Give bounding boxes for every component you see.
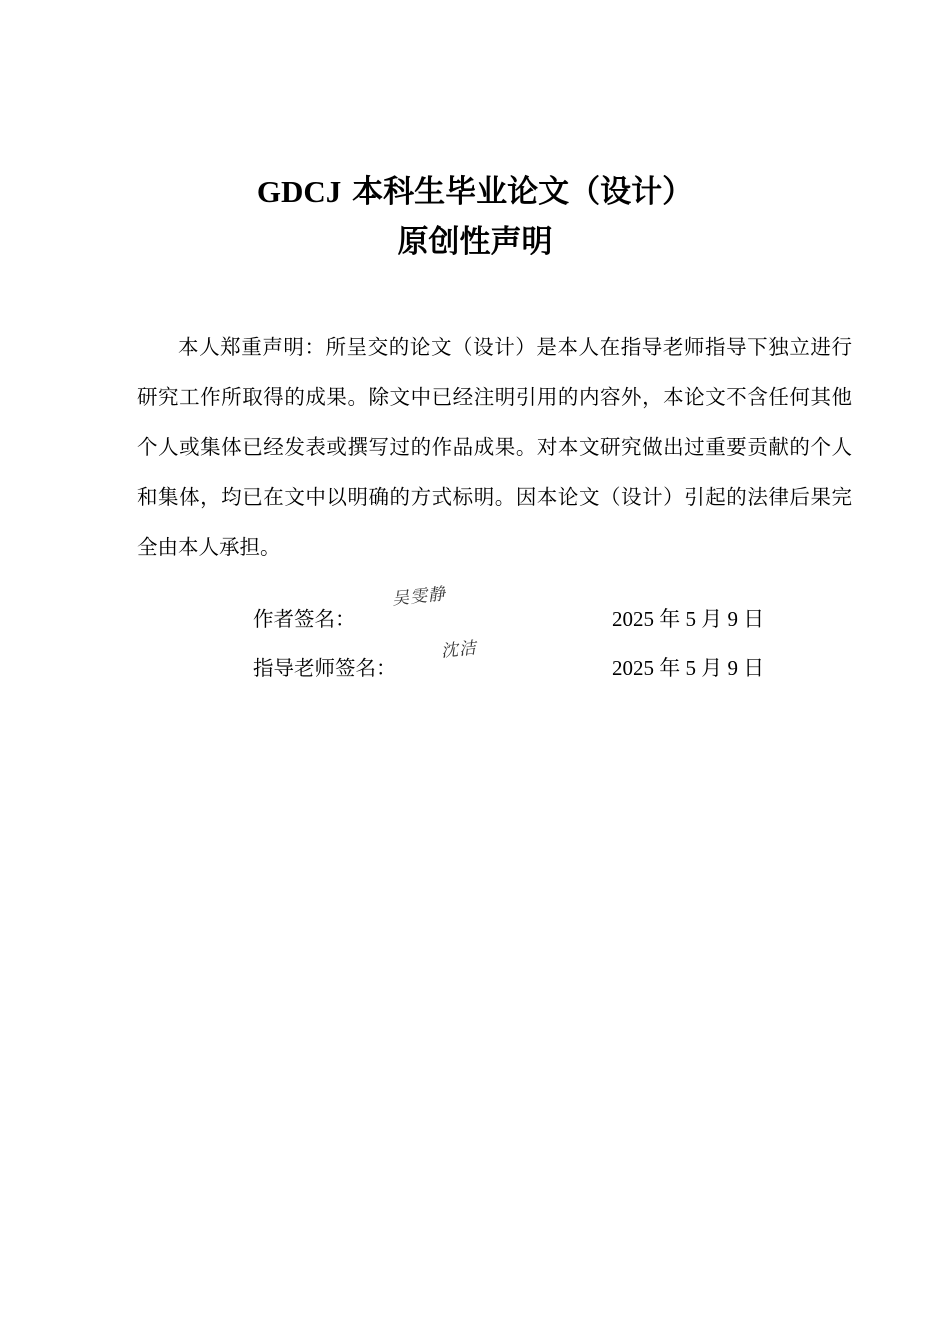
advisor-signature-date: 2025 年 5 月 9 日 bbox=[612, 656, 765, 680]
author-signature-label: 作者签名： bbox=[253, 607, 356, 631]
declaration-body: 本人郑重声明：所呈交的论文（设计）是本人在指导老师指导下独立进行研究工作所取得的成果。除文中已经注明引用的内容外，本论文不含任何其他个人或集体已经发表或撰写过的作品成果。对本文研究做出过重要贡献的个人和集体，均已在文中以明确的方式标明。因本论文（设计）引起的法律后果完全由本人承担。 bbox=[137, 335, 852, 559]
document-title bbox=[0, 170, 950, 214]
advisor-signature-label: 指导老师签名： bbox=[253, 656, 397, 680]
author-signature-row bbox=[253, 584, 813, 639]
title-prefix: GDCJ bbox=[256, 174, 342, 209]
title-main: 本科生毕业论文（设计） bbox=[341, 174, 694, 210]
advisor-signature-row bbox=[253, 638, 813, 688]
advisor-handwritten-signature: 沈洁 bbox=[440, 638, 478, 662]
author-handwritten-signature: 吴雯静 bbox=[391, 584, 447, 610]
document-subtitle: 原创性声明 bbox=[397, 224, 553, 260]
author-signature-date: 2025 年 5 月 9 日 bbox=[612, 607, 765, 631]
